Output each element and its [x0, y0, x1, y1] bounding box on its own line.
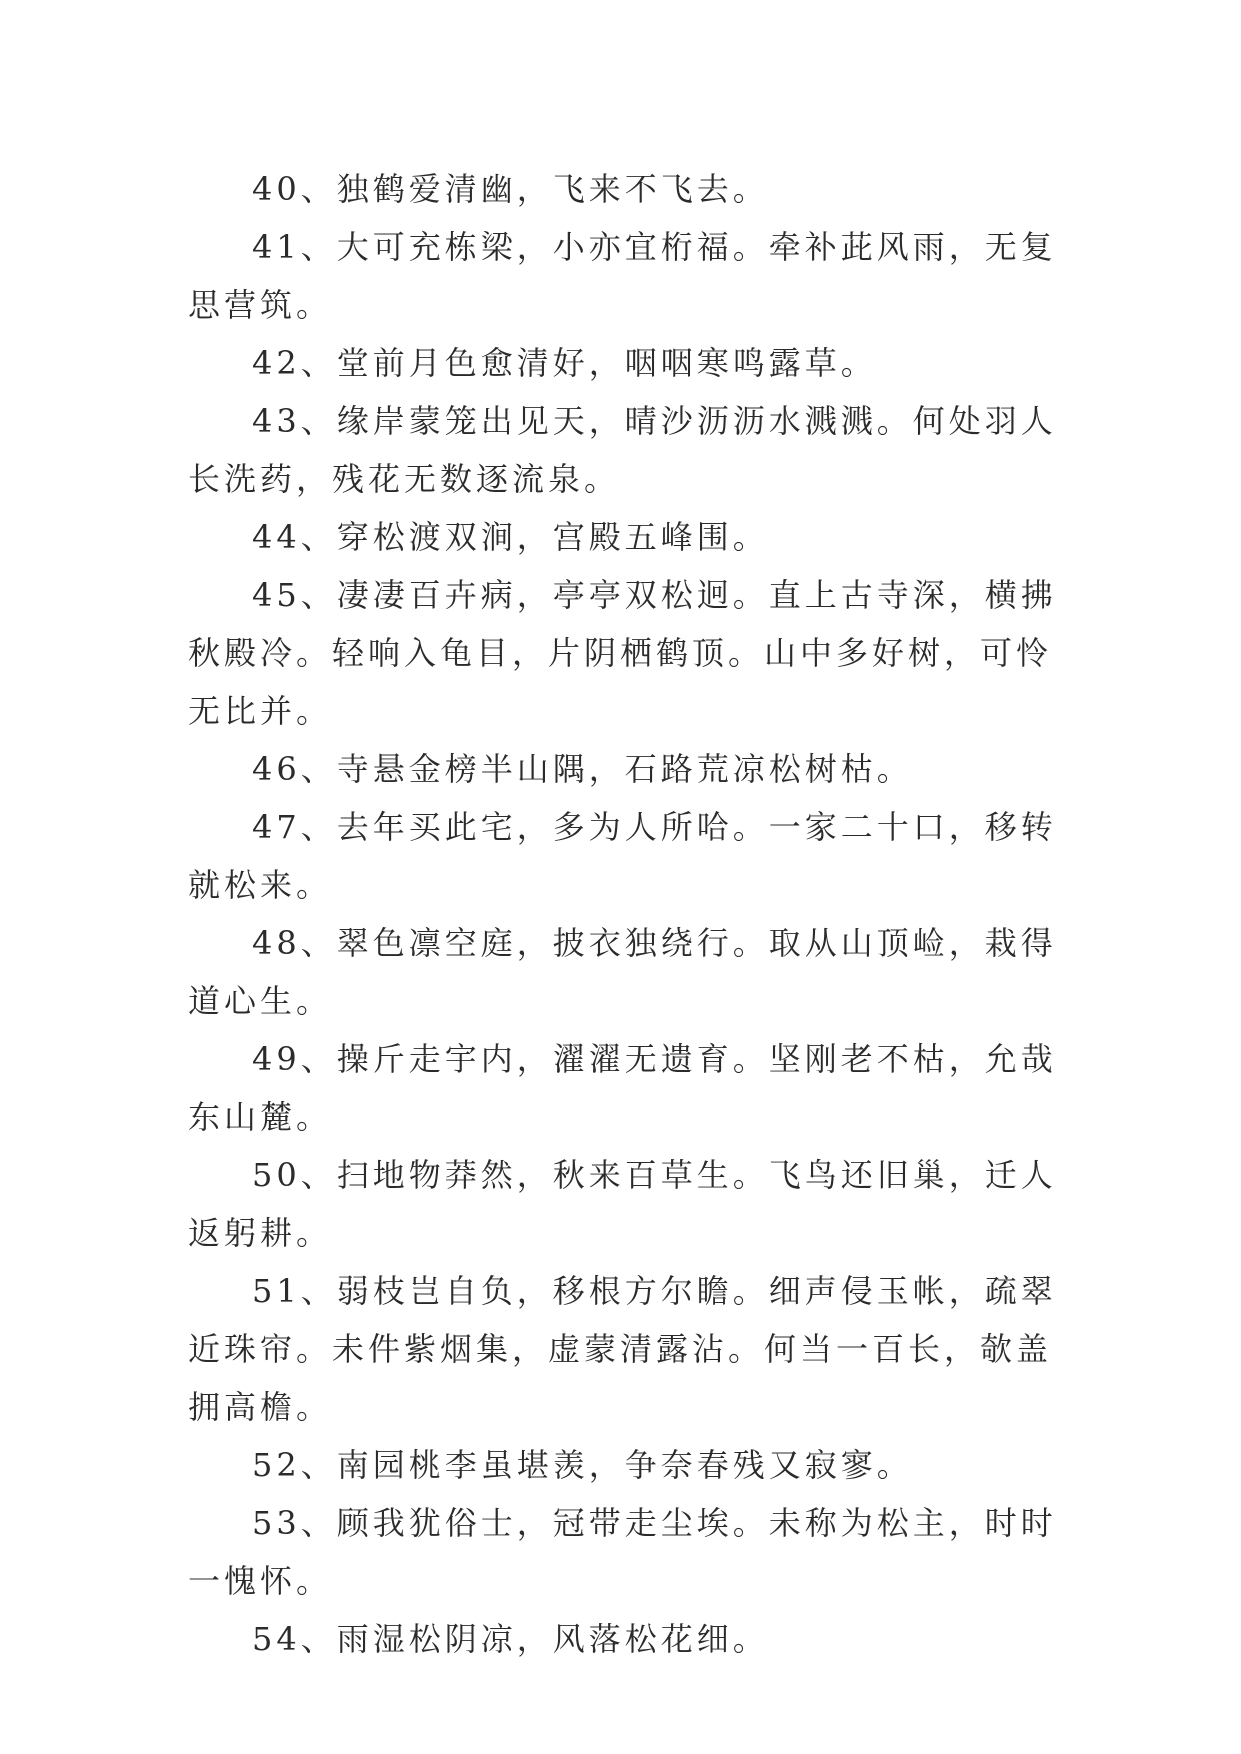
paragraph-54: 54、雨湿松阴凉，风落松花细。 — [252, 1620, 769, 1658]
document-body — [188, 160, 1068, 1668]
paragraph-50: 50、扫地物莽然，秋来百草生。飞鸟还旧巢，迁人返躬耕。 — [188, 1156, 1057, 1252]
paragraph-47: 47、去年买此宅，多为人所哈。一家二十口，移转就松来。 — [188, 808, 1057, 904]
paragraph-49: 49、操斤走宇内，濯濯无遗育。坚刚老不枯，允哉东山麓。 — [188, 1040, 1057, 1136]
paragraph-51: 51、弱枝岂自负，移根方尔瞻。细声侵玉帐，疏翠近珠帘。未件紫烟集，虚蒙清露沾。何当一百长，欹盖拥高檐。 — [188, 1272, 1057, 1426]
paragraph-40: 40、独鹤爱清幽，飞来不飞去。 — [252, 170, 769, 208]
paragraph-44: 44、穿松渡双涧，宫殿五峰围。 — [252, 518, 769, 556]
paragraph-46: 46、寺悬金榜半山隅，石路荒凉松树枯。 — [252, 750, 913, 788]
paragraph-45: 45、凄凄百卉病，亭亭双松迥。直上古寺深，横拂秋殿冷。轻响入龟目，片阴栖鹤顶。山中多好树，可怜无比并。 — [188, 576, 1057, 730]
paragraph-41: 41、大可充栋梁，小亦宜桁福。牵补茈风雨，无复思营筑。 — [188, 228, 1057, 324]
paragraph-42: 42、堂前月色愈清好，咽咽寒鸣露草。 — [252, 344, 877, 382]
paragraph-43: 43、缘岸蒙笼出见天，晴沙沥沥水溅溅。何处羽人长洗药，残花无数逐流泉。 — [188, 402, 1057, 498]
paragraph-52: 52、南园桃李虽堪羡，争奈春残又寂寥。 — [252, 1446, 913, 1484]
paragraph-48: 48、翠色凛空庭，披衣独绕行。取从山顶崄，栽得道心生。 — [188, 924, 1057, 1020]
paragraph-53: 53、顾我犹俗士，冠带走尘埃。未称为松主，时时一愧怀。 — [188, 1504, 1057, 1600]
